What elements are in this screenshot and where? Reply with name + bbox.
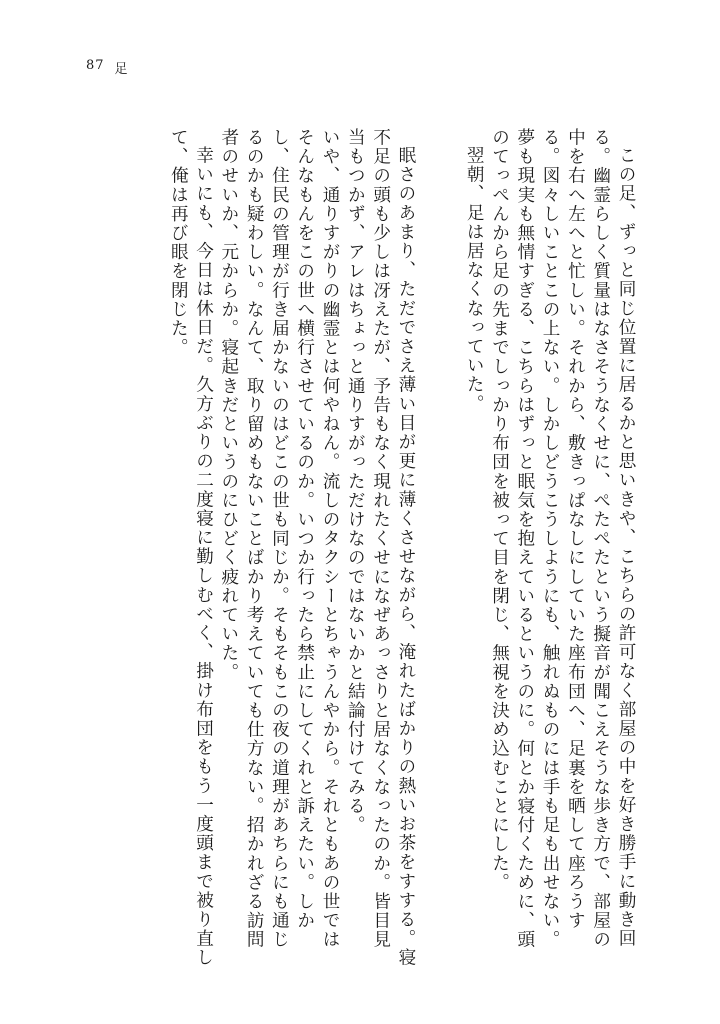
body-text [165, 128, 638, 968]
page-number: 87 [86, 58, 105, 73]
chapter-title: 足 [114, 62, 129, 77]
paragraph: 翌朝、足は居なくなっていた。 [464, 145, 485, 413]
paragraph: いや、通りすがりの幽霊とは何やねん。流しのタクシーとちゃうんやから。それともあの世ではそんなもんをこの世へ横行させているのか。いつか行ったら禁止にしてくれと訴えたい。しかし、住民の管理が行き届かないのはどこの世も同じか。そもそもこの夜の道理があちらにも通じるのかも疑わしい。なんて、取り留めもないことばかり考えていても仕方ない。招かれざる訪問者のせいか、元からか。寝起きだというのにひどく疲れていた。 [218, 128, 341, 950]
paragraph: 眠さのあまり、ただでさえ薄い目が更に薄くさせながら、淹れたばかりの熱いお茶をすする。寝不足の頭も少しは冴えたが、予告もなく現れたくせになぜあっさりと居なくなったのか。皆目見当もつかず、アレはちょっと通りすがっただけなのではないかと結論付けてみる。 [345, 128, 416, 967]
section-break [418, 128, 461, 129]
paragraph: この足、ずっと同じ位置に居るかと思いきや、こちらの許可なく部屋の中を好き勝手に動き回る。幽霊らしく質量はなさそうなくせに、ぺたぺたという擬音が聞こえそうな歩き方で、部屋の中を右へ左へと忙しい。それから、敷きっぱなしにしていた座布団へ、足裏を晒して座ろうする。図々しいことこの上ない。しかしどうこうしようにも、触れぬものには手も足も出せない。夢も現実も無情すぎる、こちらはずっと眠気を抱えているというのに。何とか寝付くために、頭のてっぺんから足の先までしっかり布団を被って目を閉じ、無視を決め込むことにした。 [489, 128, 636, 950]
page-header [86, 58, 129, 77]
paragraph: 幸いにも、今日は休日だ。久方ぶりの二度寝に勤しむべく、掛け布団をもう一度頭まで被り直して、俺は再び眼を閉じた。 [168, 128, 214, 967]
